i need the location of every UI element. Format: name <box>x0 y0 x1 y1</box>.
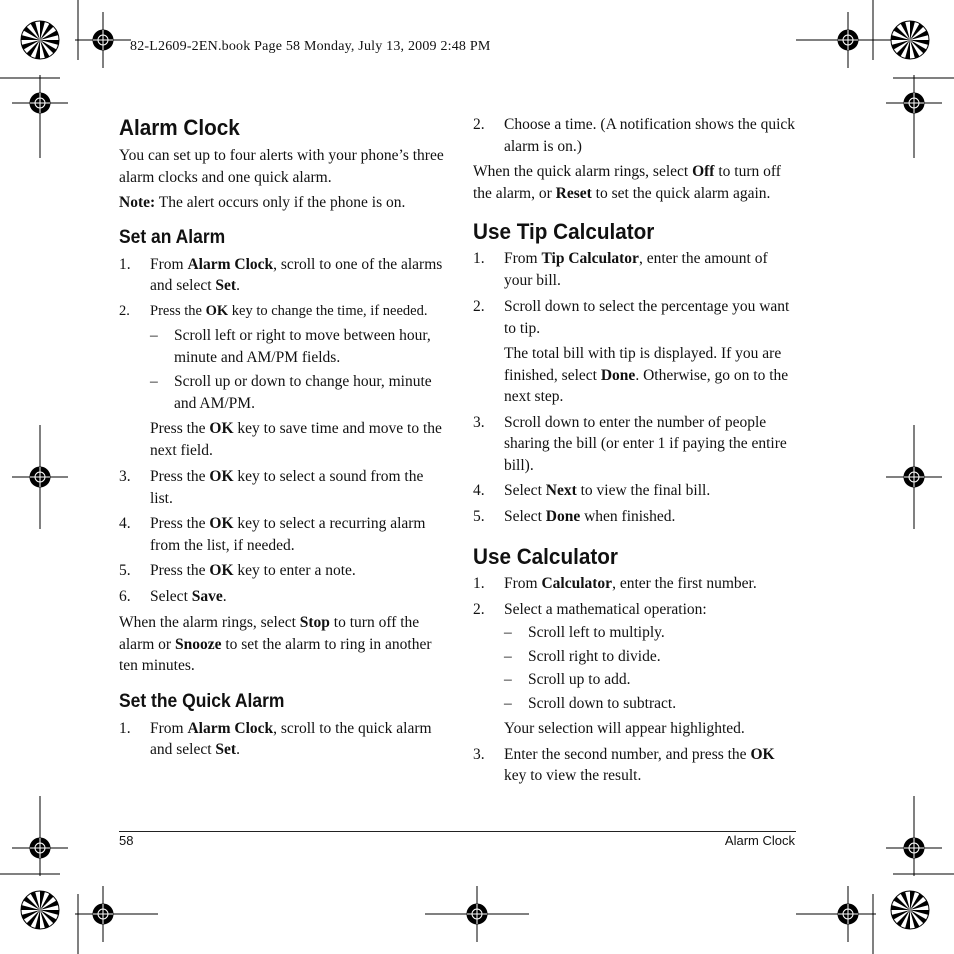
step-number: 3. <box>473 745 485 763</box>
step-text: Choose a time. (A notification shows the quick alarm is on.) <box>504 116 796 155</box>
star-target-icon <box>891 891 929 929</box>
footer-page-number: 58 <box>119 833 134 848</box>
body-text: to turn off the alarm or <box>119 614 420 653</box>
step-number: 1. <box>473 575 485 592</box>
step-text: key to select a sound from the list. <box>150 468 424 507</box>
heading-set-the-quick-alarm: Set the Quick Alarm <box>119 690 285 712</box>
crosshair-icon <box>796 886 876 942</box>
step-text: . <box>236 741 240 758</box>
list-item <box>473 296 798 339</box>
step-text: Enter the second number, and press the <box>504 745 751 763</box>
step-text: Scroll down to select the percentage you want to tip. <box>504 298 790 337</box>
menu-term: Alarm Clock <box>187 255 274 273</box>
dash-mark: – <box>150 373 158 390</box>
key-term: OK <box>750 745 775 763</box>
step-text: Select <box>150 587 192 605</box>
left-column <box>119 114 449 761</box>
menu-term: Save <box>191 587 223 605</box>
sub-step-text: Scroll up to add. <box>528 671 631 688</box>
menu-term: Alarm Clock <box>187 719 274 737</box>
step-text: , scroll to one of the alarms and select <box>150 255 443 294</box>
menu-term: Off <box>692 163 715 180</box>
list-item <box>473 114 798 157</box>
step-text: From <box>504 575 542 592</box>
step-text: The total bill with tip is displayed. If you are finished, select <box>504 345 782 384</box>
step-follow-text: Your selection will appear highlighted. <box>504 720 745 737</box>
menu-term: Calculator <box>541 575 613 592</box>
alarm-ring-text <box>119 612 449 677</box>
intro-text: You can set up to four alerts with your phone’s three alarm clocks and one quick alarm. <box>119 147 444 186</box>
list-item <box>119 301 449 323</box>
step-number: 3. <box>473 413 485 431</box>
dash-mark: – <box>504 647 512 665</box>
step-text: when finished. <box>580 507 676 525</box>
step-number: 1. <box>119 255 131 273</box>
list-item <box>473 480 798 502</box>
list-item <box>119 254 449 297</box>
step-text: Press the <box>150 562 210 579</box>
list-item <box>119 718 449 761</box>
star-target-icon <box>21 21 59 59</box>
step-text: key to save time and move to the next field. <box>150 420 442 459</box>
sub-list-item <box>473 622 798 644</box>
step-text: key to view the result. <box>504 767 642 784</box>
crosshair-icon <box>796 12 900 68</box>
body-text: When the quick alarm rings, select <box>473 163 693 180</box>
body-text: When the alarm rings, select <box>119 614 300 631</box>
step-number: 3. <box>119 468 131 485</box>
step-number: 4. <box>119 515 131 532</box>
step-text: Press the <box>150 302 206 319</box>
step-text: Scroll down to enter the number of people sharing the bill (or enter 1 if paying the entire bill). <box>504 413 787 474</box>
step-number: 5. <box>119 562 131 579</box>
section-title-use-calculator: Use Calculator <box>473 544 618 569</box>
step-text: key to enter a note. <box>233 562 356 579</box>
note <box>119 192 449 214</box>
step-number: 2. <box>473 298 485 315</box>
crosshair-icon <box>425 886 529 942</box>
crosshair-icon <box>75 886 158 942</box>
note-text: The alert occurs only if the phone is on. <box>155 194 406 211</box>
step-text: From <box>504 250 542 267</box>
step-number: 1. <box>119 719 131 737</box>
sub-step-text: Scroll left to multiply. <box>528 624 665 641</box>
crosshair-icon <box>12 425 68 529</box>
step-text: , enter the amount of your bill. <box>504 250 768 289</box>
dash-mark: – <box>504 694 512 712</box>
key-term: OK <box>209 515 234 532</box>
crosshair-icon <box>886 796 942 876</box>
step-number: 2. <box>119 302 130 319</box>
sub-step-text: Scroll down to subtract. <box>528 694 677 712</box>
body-text: to set the alarm to ring in another ten minutes. <box>119 635 432 674</box>
sub-list-item <box>119 325 449 368</box>
step-text: , scroll to the quick alarm and select <box>150 719 432 758</box>
star-target-icon <box>891 21 929 59</box>
list-item <box>119 560 449 582</box>
step-text: to view the final bill. <box>576 482 711 499</box>
list-item <box>473 506 798 528</box>
step-text: . <box>236 277 240 294</box>
step-number: 6. <box>119 587 131 605</box>
step-number: 5. <box>473 507 485 525</box>
menu-term: Set <box>215 741 237 758</box>
step-text: Press the <box>150 515 210 532</box>
list-item <box>119 513 449 556</box>
step-text: Press the <box>150 468 210 485</box>
list-item <box>473 744 798 787</box>
quick-alarm-ring-text <box>473 161 798 204</box>
step-number: 4. <box>473 482 485 499</box>
right-column <box>473 114 798 787</box>
star-target-icon <box>21 891 59 929</box>
body-text: to set the quick alarm again. <box>591 184 771 202</box>
step-text: . Otherwise, go on to the next step. <box>504 366 789 405</box>
sub-step-text: Scroll right to divide. <box>528 647 661 665</box>
crosshair-icon <box>886 425 942 529</box>
list-item <box>473 599 798 621</box>
menu-term: Done <box>545 507 581 525</box>
step-text: Press the <box>150 420 210 437</box>
step-number: 2. <box>473 600 485 618</box>
body-text: to turn off the alarm, or <box>473 163 781 202</box>
crosshair-icon <box>886 75 942 158</box>
footer-section-title: Alarm Clock <box>724 833 795 848</box>
sub-step-text: Scroll up or down to change hour, minute and AM/PM. <box>174 373 432 412</box>
list-item <box>473 248 798 291</box>
dash-mark: – <box>504 671 512 688</box>
step-text: key to select a recurring alarm from the list, if needed. <box>150 515 426 554</box>
step-text: . <box>222 587 227 605</box>
note-label: Note: <box>119 194 156 211</box>
key-term: OK <box>209 562 234 579</box>
sub-list-item <box>473 646 798 668</box>
list-item <box>119 466 449 509</box>
crosshair-icon <box>75 12 131 68</box>
menu-term: Snooze <box>174 635 222 653</box>
step-text: From <box>150 719 188 737</box>
list-item <box>119 586 449 608</box>
sub-list-item <box>473 669 798 691</box>
menu-term: Done <box>600 366 636 384</box>
step-text: Select a mathematical operation: <box>504 600 707 618</box>
menu-term: Stop <box>299 614 330 631</box>
key-term: OK <box>209 468 234 485</box>
sub-list-item <box>473 693 798 715</box>
sub-step-text: Scroll left or right to move between hour, minute and AM/PM fields. <box>174 327 431 366</box>
list-item <box>473 573 798 595</box>
step-text: , enter the first number. <box>612 575 757 592</box>
list-item <box>473 412 798 477</box>
key-term: OK <box>209 420 234 437</box>
print-header: 82-L2609-2EN.book Page 58 Monday, July 13, 2009 2:48 PM <box>130 39 491 54</box>
menu-term: Reset <box>555 184 592 202</box>
step-number: 1. <box>473 250 485 267</box>
sub-list-item <box>119 371 449 414</box>
key-term: OK <box>205 302 229 319</box>
menu-term: Set <box>215 277 237 294</box>
step-number: 2. <box>473 116 485 133</box>
menu-term: Next <box>545 482 577 499</box>
crosshair-icon <box>12 75 68 158</box>
step-follow-text <box>473 343 798 408</box>
dash-mark: – <box>150 327 158 344</box>
crosshair-icon <box>12 796 68 876</box>
section-title-alarm-clock: Alarm Clock <box>119 115 240 140</box>
heading-set-an-alarm: Set an Alarm <box>119 226 226 248</box>
step-text: key to change the time, if needed. <box>228 302 428 319</box>
section-title-use-tip-calculator: Use Tip Calculator <box>473 219 655 244</box>
footer-rule <box>119 831 796 832</box>
step-text: Select <box>504 507 546 525</box>
menu-term: Tip Calculator <box>541 250 639 267</box>
dash-mark: – <box>504 624 512 641</box>
step-follow-text <box>119 418 449 461</box>
step-text: Select <box>504 482 546 499</box>
step-text: From <box>150 255 188 273</box>
